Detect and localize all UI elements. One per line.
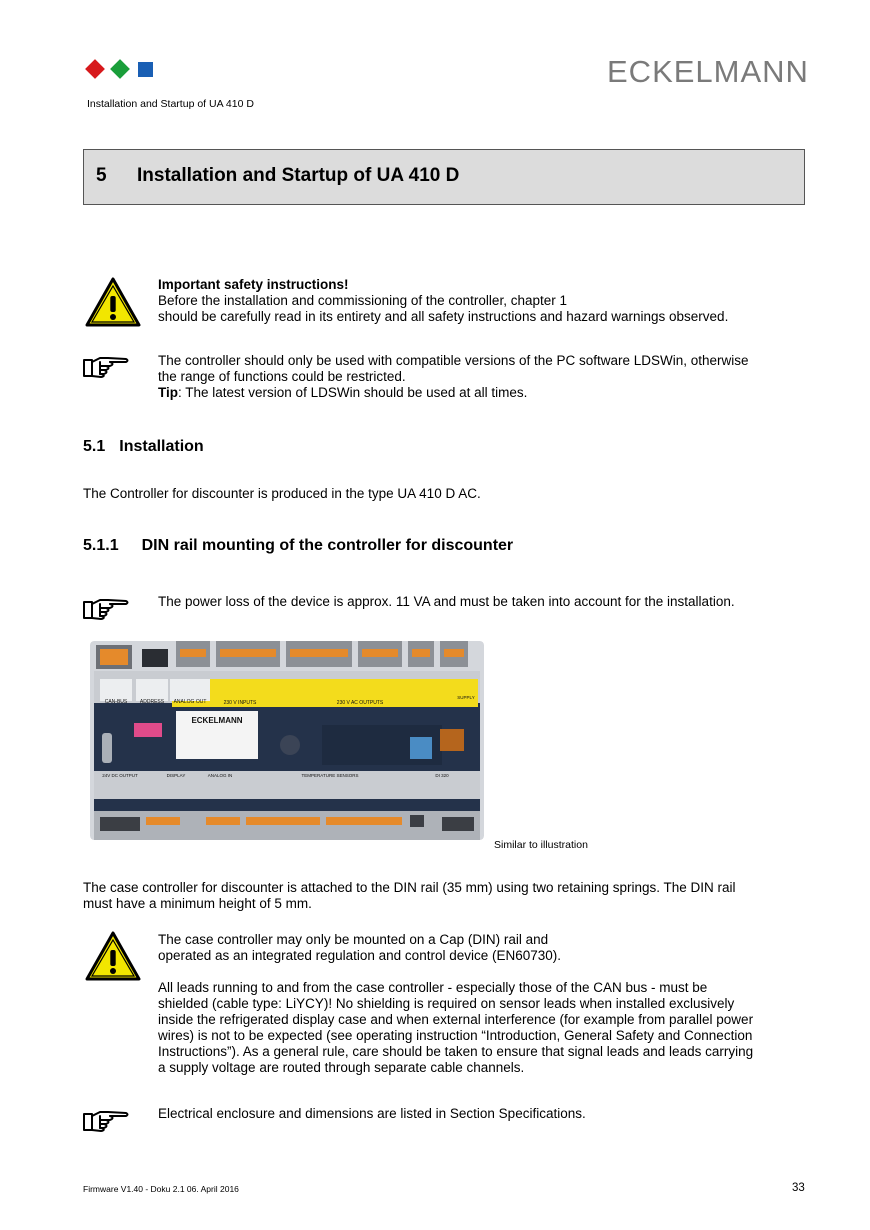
can-bus-label: CAN-BUS — [104, 699, 128, 705]
image-caption: Similar to illustration — [494, 839, 588, 851]
section-5-1-1-heading — [83, 537, 513, 555]
chapter-title: Installation and Startup of UA 410 D — [137, 165, 460, 186]
safety-line-2: should be carefully read in its entirety and all safety instructions and hazard warnings observed. — [158, 309, 729, 324]
software-line-2: the range of functions could be restricted. — [158, 369, 406, 384]
display-label: DISPLAY — [166, 773, 186, 778]
logo-blue-square — [138, 62, 153, 77]
software-tip — [158, 385, 818, 401]
shielding-line-1: All leads running to and from the case controller - especially those of the CAN bus - must be — [158, 980, 708, 995]
address-label: ADDRESS — [139, 699, 165, 705]
warning-line-1: The case controller may only be mounted on a Cap (DIN) rail and — [158, 932, 549, 947]
inputs-label: 230 V INPUTS — [223, 700, 257, 706]
brand-wordmark: ECKELMANN — [607, 54, 809, 89]
footer-version: Firmware V1.40 - Doku 2.1 06. April 2016 — [83, 1184, 239, 1194]
software-note — [158, 353, 818, 401]
device-brand-label: ECKELMANN — [191, 716, 243, 725]
supply-label: SUPPLY — [457, 695, 475, 700]
warning-triangle-icon — [84, 276, 142, 328]
warning-triangle-icon — [84, 930, 142, 982]
din-rail-warning — [158, 932, 818, 1076]
power-loss-note: The power loss of the device is approx. 11 VA and must be taken into account for the installation. — [158, 594, 735, 609]
eckelmann-logo-squares — [83, 58, 157, 82]
tip-label: Tip — [158, 385, 178, 400]
software-line-1: The controller should only be used with compatible versions of the PC software LDSWin, otherwise — [158, 353, 749, 368]
warning-line-2: operated as an integrated regulation and control device (EN60730). — [158, 948, 562, 963]
shielding-line-2: shielded (cable type: LiYCY)! No shielding is required on sensor leads when installed exclusively — [158, 996, 735, 1011]
temp-sensors-label: TEMPERATURE SENSORS — [301, 773, 359, 778]
pointing-hand-icon — [82, 1108, 130, 1134]
shielding-line-3: inside the refrigerated display case and when external interference (for example from parallel power — [158, 1012, 754, 1027]
safety-heading: Important safety instructions! — [158, 277, 349, 292]
mounting-line-2: must have a minimum height of 5 mm. — [83, 896, 312, 911]
section-5-1-body: The Controller for discounter is produced in the type UA 410 D AC. — [83, 486, 481, 501]
logo-red-square — [85, 59, 105, 79]
shielding-line-4: wires) is not to be expected (see operating instruction “Introduction, General Safety and Connection — [158, 1028, 753, 1043]
section-title: Installation — [119, 438, 204, 455]
shielding-line-6: a supply voltage are routed through separate cable channels. — [158, 1060, 525, 1075]
mounting-text — [83, 880, 803, 912]
section-number: 5.1 — [83, 438, 106, 455]
mounting-line-1: The case controller for discounter is attached to the DIN rail (35 mm) using two retaining springs. The DIN rail — [83, 880, 736, 895]
controller-device-image — [90, 641, 484, 840]
subsection-title: DIN rail mounting of the controller for discounter — [141, 537, 514, 554]
logo-green-square — [110, 59, 130, 79]
tip-text: : The latest version of LDSWin should be used at all times. — [178, 385, 528, 400]
specs-note: Electrical enclosure and dimensions are listed in Section Specifications. — [158, 1106, 586, 1121]
chapter-number: 5 — [96, 165, 107, 186]
shielding-line-5: Instructions”). As a general rule, care should be taken to ensure that signal leads and leads carrying — [158, 1044, 754, 1059]
safety-notice — [158, 277, 818, 325]
outputs-label: 230 V AC OUTPUTS — [336, 700, 384, 706]
page-number: 33 — [792, 1182, 805, 1194]
subsection-number: 5.1.1 — [83, 537, 119, 554]
safety-line-1: Before the installation and commissioning of the controller, chapter 1 — [158, 293, 567, 308]
analog-out-label: ANALOG OUT — [173, 699, 207, 705]
section-5-1-heading — [83, 438, 204, 456]
analog-in-label: ANALOG IN — [207, 773, 233, 778]
pointing-hand-icon — [82, 354, 130, 380]
running-header: Installation and Startup of UA 410 D — [87, 98, 254, 110]
di-label: DI 320 — [435, 773, 449, 778]
pointing-hand-icon — [82, 596, 130, 622]
dc-output-label: 24V DC OUTPUT — [102, 773, 138, 778]
